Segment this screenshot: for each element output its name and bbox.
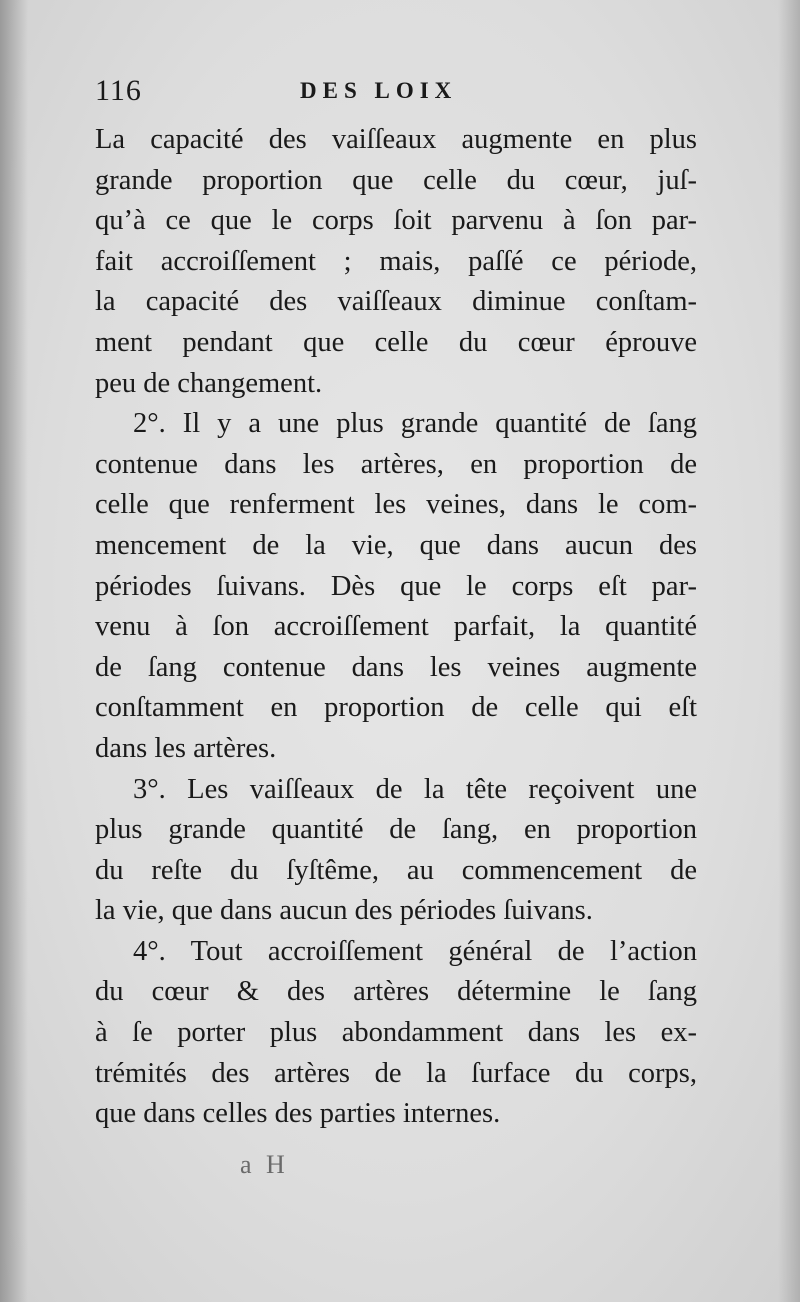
text-line: trémités des artères de la ſurface du corps,	[95, 1057, 697, 1089]
text-line: à ſe porter plus abondamment dans les ex-	[95, 1017, 697, 1049]
signature-mark: a H	[240, 1150, 289, 1179]
gutter-shadow	[0, 0, 28, 1302]
text-line: 3°. Les vaiſſeaux de la tête reçoivent une	[133, 773, 697, 805]
text-line: ment pendant que celle du cœur éprouve	[95, 326, 697, 358]
text-line: peu de changement.	[95, 367, 323, 399]
text-line: fait accroiſſement ; mais, paſſé ce période,	[95, 245, 697, 277]
page-header	[95, 74, 695, 114]
edge-shadow	[778, 0, 800, 1302]
text-line: la vie, que dans aucun des périodes ſuivans.	[95, 895, 593, 927]
text-line: plus grande quantité de ſang, en proportion	[95, 814, 697, 846]
text-line: qu’à ce que le corps ſoit parvenu à ſon par-	[95, 205, 697, 237]
text-line: du reſte du ſyſtême, au commencement de	[95, 854, 697, 886]
running-head: DES LOIX	[300, 78, 458, 103]
page-number: 116	[95, 74, 142, 107]
text-line: périodes ſuivans. Dès que le corps eſt par-	[95, 570, 697, 602]
text-line: celle que renferment les veines, dans le com-	[95, 489, 697, 521]
text-line: venu à ſon accroiſſement parfait, la quantité	[95, 611, 697, 643]
text-line: mencement de la vie, que dans aucun des	[95, 529, 697, 561]
text-line: grande proportion que celle du cœur, juſ-	[95, 164, 697, 196]
text-line: 2°. Il y a une plus grande quantité de ſang	[133, 408, 697, 440]
text-line: dans les artères.	[95, 732, 277, 764]
body-text	[95, 120, 697, 1135]
text-line: la capacité des vaiſſeaux diminue conſtam-	[95, 286, 697, 318]
text-line: contenue dans les artères, en proportion de	[95, 448, 697, 480]
text-line: que dans celles des parties internes.	[95, 1098, 501, 1130]
text-line: de ſang contenue dans les veines augmente	[95, 651, 697, 683]
text-line: La capacité des vaiſſeaux augmente en plus	[95, 124, 697, 155]
text-line: du cœur & des artères détermine le ſang	[95, 976, 697, 1008]
text-line: 4°. Tout accroiſſement général de l’action	[133, 935, 697, 967]
text-line: conſtamment en proportion de celle qui eſt	[95, 692, 697, 724]
